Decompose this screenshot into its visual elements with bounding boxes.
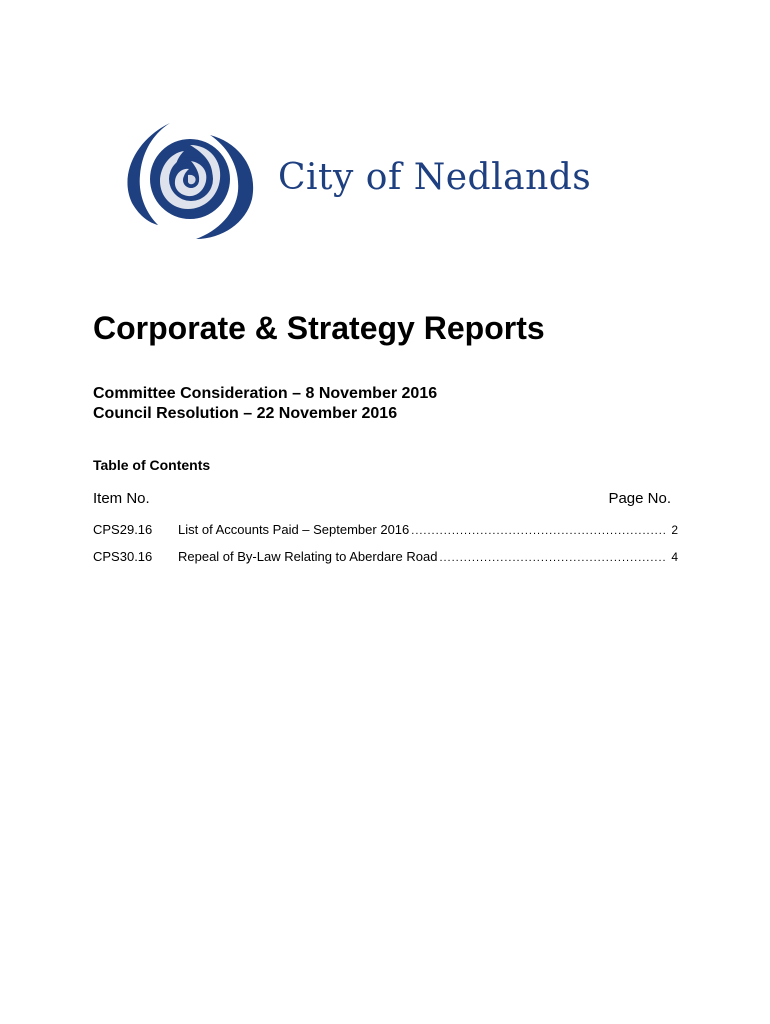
toc-item-title[interactable]: Repeal of By-Law Relating to Aberdare Road (178, 549, 438, 564)
page-title: Corporate & Strategy Reports (93, 310, 545, 346)
toc-page-number[interactable]: 4 (671, 550, 678, 564)
council-resolution-line: Council Resolution – 22 November 2016 (93, 405, 398, 422)
city-of-nedlands-logo (118, 113, 598, 243)
toc-row[interactable] (93, 549, 678, 567)
toc-page-number[interactable]: 2 (671, 523, 678, 537)
toc-dot-leader (411, 525, 667, 537)
toc-item-number: CPS29.16 (93, 522, 153, 537)
committee-consideration-line: Committee Consideration – 8 November 2016 (93, 385, 438, 402)
toc-column-item-header: Item No. (93, 490, 150, 507)
toc-entry-leader (178, 549, 678, 564)
toc-entry-leader (178, 522, 678, 537)
rose-emblem-icon (118, 113, 268, 243)
toc-row[interactable] (93, 522, 678, 540)
toc-item-number: CPS30.16 (93, 549, 153, 564)
toc-item-title[interactable]: List of Accounts Paid – September 2016 (178, 522, 410, 537)
toc-dot-leader (439, 552, 667, 564)
brand-wordmark: City of Nedlands (278, 157, 592, 198)
toc-column-page-header: Page No. (608, 490, 671, 507)
toc-heading: Table of Contents (93, 457, 211, 473)
